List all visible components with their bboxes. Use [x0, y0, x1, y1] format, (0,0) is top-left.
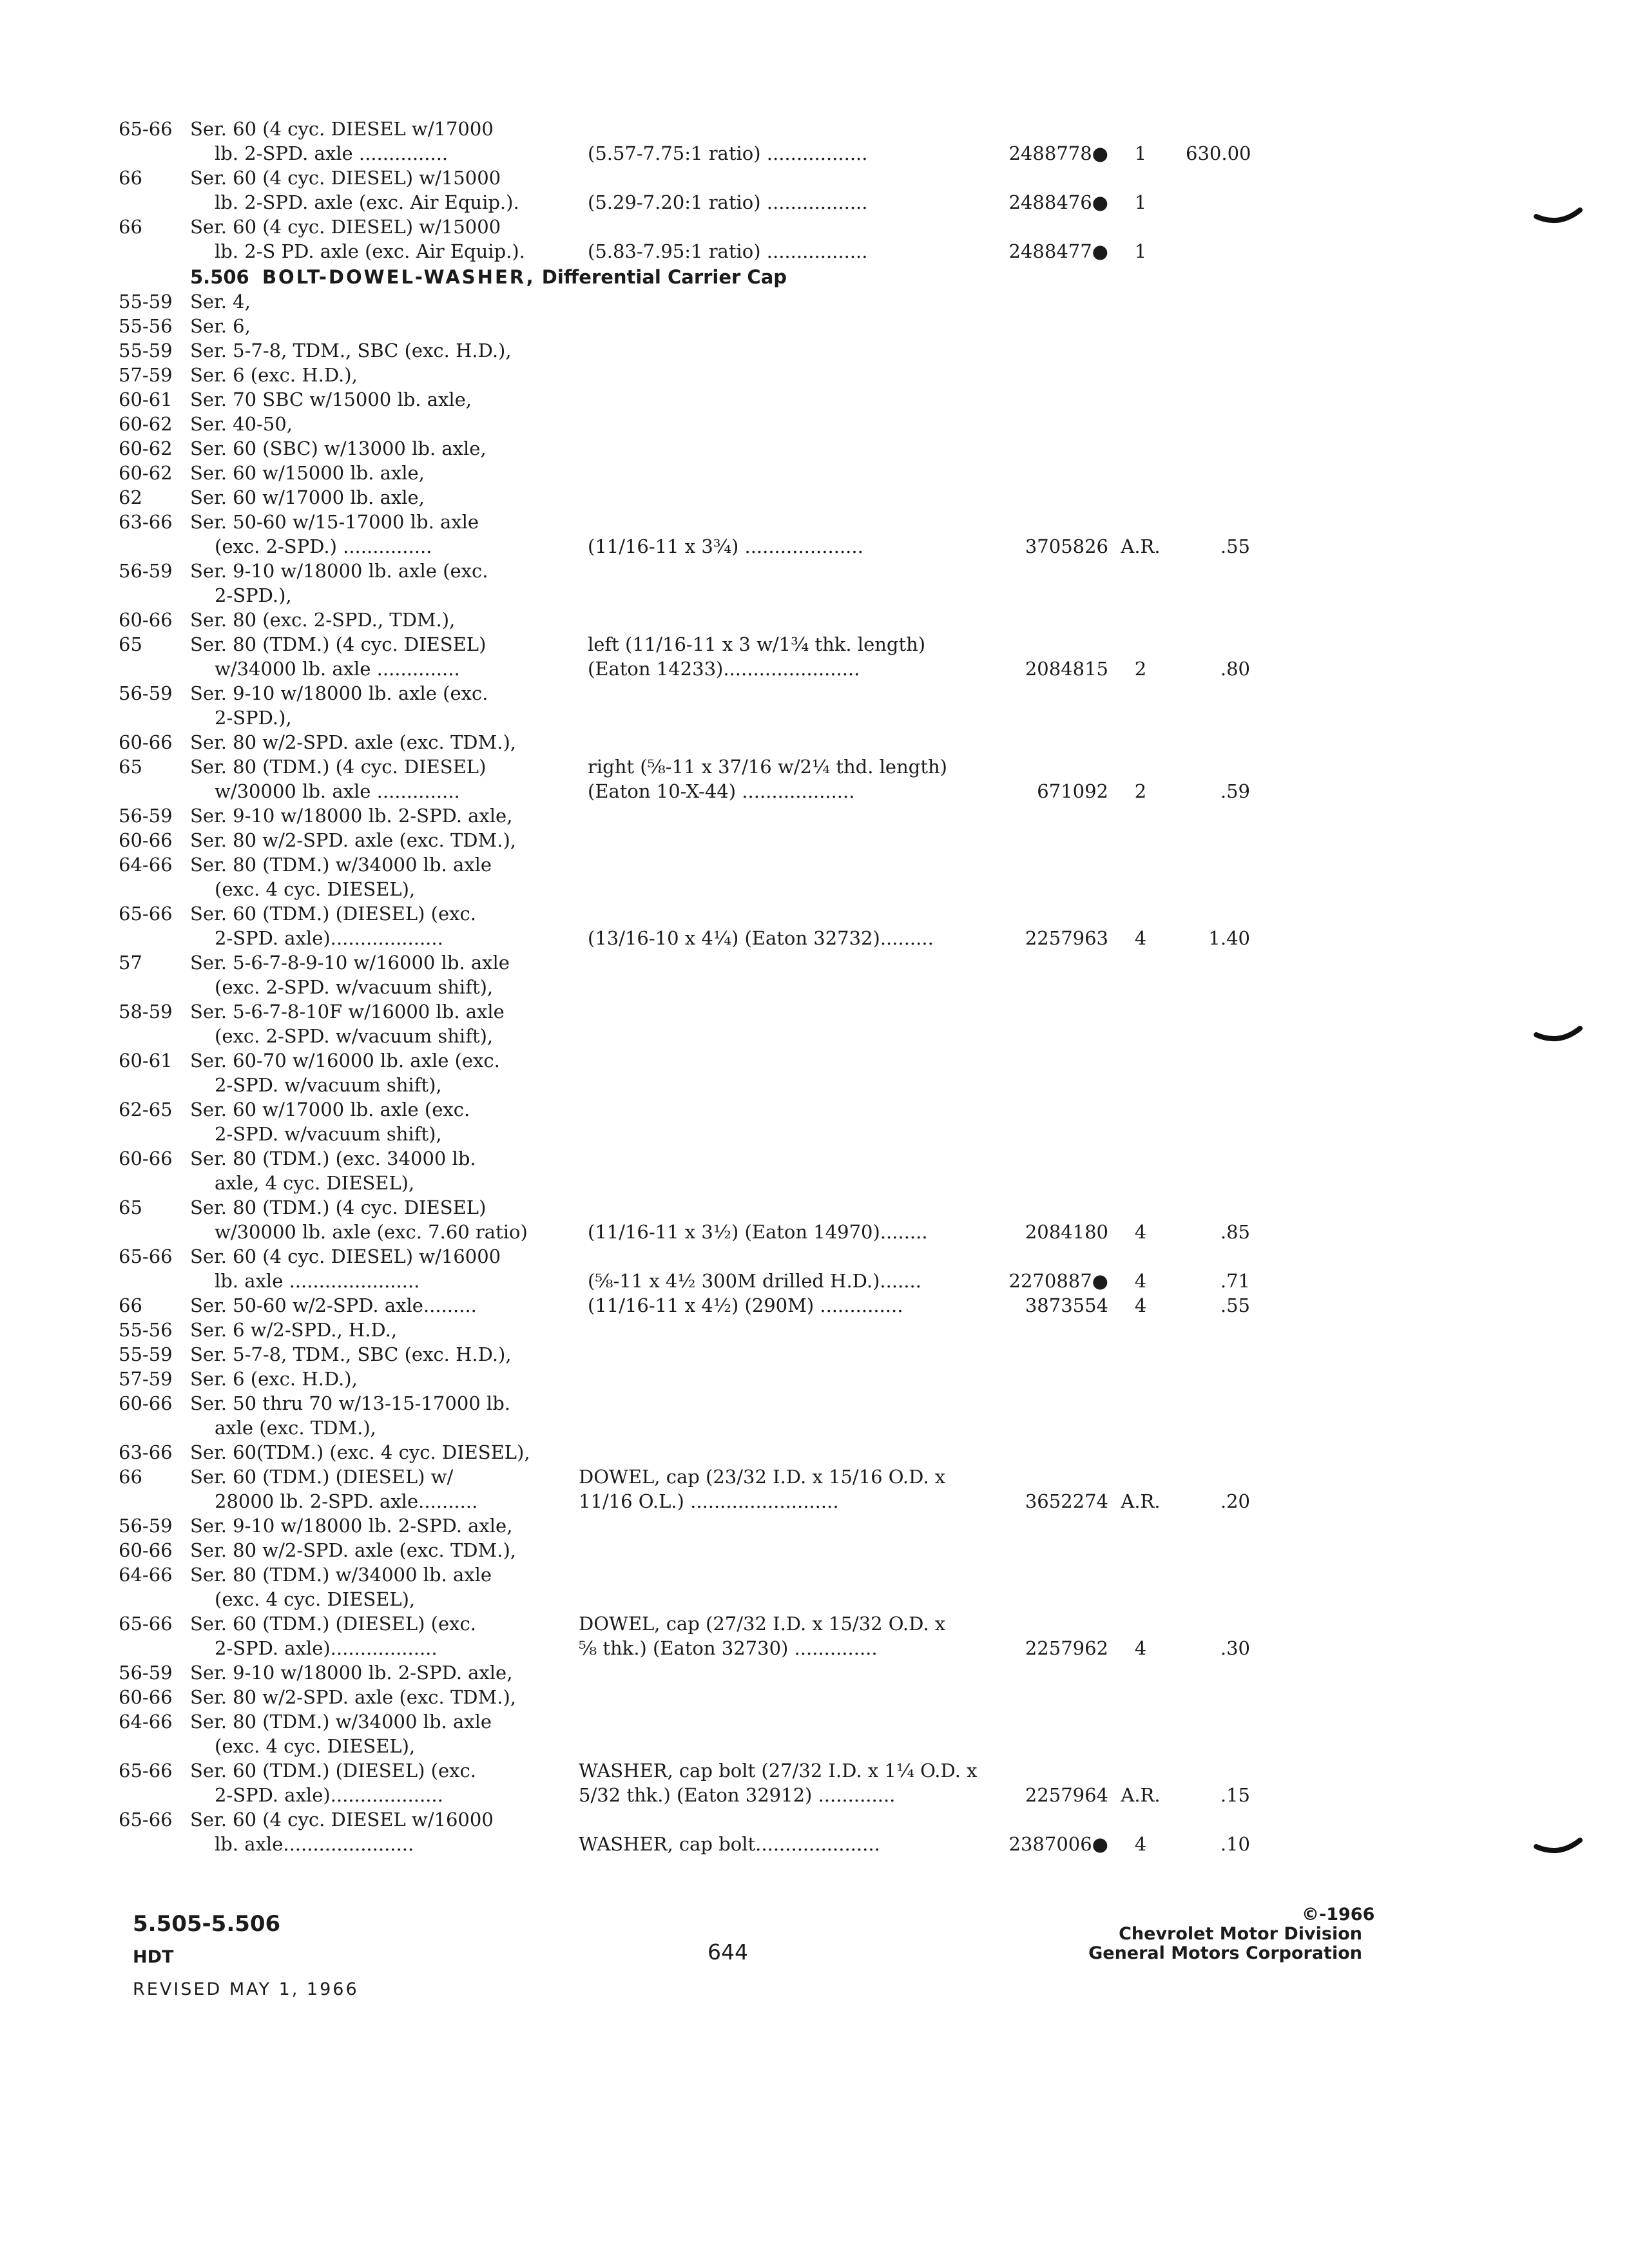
application-cell: Ser. 70 SBC w/15000 lb. axle, [190, 389, 472, 410]
year-cell: 56-59 [119, 1515, 173, 1537]
year-cell: 60-66 [119, 1686, 173, 1708]
description-cell: ⅝ thk.) (Eaton 32730) .............. [579, 1637, 878, 1659]
year-cell: 55-59 [119, 340, 173, 361]
description-cell: (11/16-11 x 3½) (Eaton 14970)........ [588, 1221, 928, 1243]
year-cell: 66 [119, 1294, 142, 1316]
part-number-cell: 671092 [1037, 780, 1108, 802]
application-cell: Ser. 6 w/2-SPD., H.D., [190, 1319, 398, 1341]
part-number-cell: 2488477● [1008, 240, 1108, 262]
description-cell: (11/16-11 x 3¾) .................... [588, 535, 863, 557]
part-number-cell: 2257962 [1025, 1637, 1108, 1659]
footer-copyright: ©-1966 [1302, 1905, 1375, 1925]
quantity-cell: 2 [1134, 780, 1147, 802]
application-continued-cell: (exc. 4 cyc. DIESEL), [215, 1588, 416, 1610]
application-cell: Ser. 80 (TDM.) (4 cyc. DIESEL) [190, 633, 487, 655]
year-cell: 63-66 [119, 511, 173, 533]
application-cell: Ser. 60 (4 cyc. DIESEL) w/15000 [190, 216, 501, 238]
year-cell: 56-59 [119, 682, 173, 704]
application-continued-cell: lb. axle ...................... [215, 1270, 420, 1292]
year-cell: 60-66 [119, 829, 173, 851]
application-continued-cell: 28000 lb. 2-SPD. axle.......... [215, 1490, 478, 1512]
part-number-cell: 3705826 [1025, 535, 1108, 557]
quantity-cell: 1 [1134, 142, 1147, 164]
application-cell: Ser. 80 w/2-SPD. axle (exc. TDM.), [190, 1539, 516, 1561]
application-continued-cell: (exc. 2-SPD. w/vacuum shift), [215, 976, 494, 998]
page-number: 644 [708, 1939, 748, 1965]
application-continued-cell: lb. 2-SPD. axle ............... [215, 142, 448, 164]
description-cell: (11/16-11 x 4½) (290M) .............. [588, 1294, 903, 1316]
binder-mark-bottom [1534, 1835, 1585, 1861]
year-cell: 55-59 [119, 291, 173, 312]
quantity-cell: 4 [1134, 1294, 1147, 1316]
year-cell: 60-66 [119, 1392, 173, 1414]
part-number-cell: 2084815 [1025, 658, 1108, 680]
application-cell: Ser. 60 (4 cyc. DIESEL w/16000 [190, 1809, 494, 1831]
application-cell: Ser. 80 (TDM.) w/34000 lb. axle [190, 854, 492, 876]
quantity-cell: 1 [1134, 240, 1147, 262]
section-heading [190, 265, 787, 289]
part-number-cell: 3652274 [1025, 1490, 1108, 1512]
year-cell: 58-59 [119, 1001, 173, 1023]
price-cell: .55 [1220, 535, 1250, 557]
application-cell: Ser. 4, [190, 291, 251, 312]
price-cell: 630.00 [1186, 142, 1251, 164]
application-continued-cell: lb. 2-S PD. axle (exc. Air Equip.). [215, 240, 525, 262]
application-cell: Ser. 80 w/2-SPD. axle (exc. TDM.), [190, 1686, 516, 1708]
year-cell: 65-66 [119, 118, 173, 140]
application-cell: Ser. 60 (TDM.) (DIESEL) (exc. [190, 1760, 476, 1782]
section-number: 5.506 [190, 266, 249, 288]
application-cell: Ser. 80 (TDM.) (4 cyc. DIESEL) [190, 1196, 487, 1218]
application-continued-cell: 2-SPD. axle)................... [215, 927, 443, 949]
year-cell: 63-66 [119, 1441, 173, 1463]
year-cell: 60-66 [119, 1539, 173, 1561]
application-cell: Ser. 60 (4 cyc. DIESEL) w/15000 [190, 167, 501, 189]
part-number-cell: 2488778● [1008, 142, 1108, 164]
application-cell: Ser. 60(TDM.) (exc. 4 cyc. DIESEL), [190, 1441, 530, 1463]
application-continued-cell: w/34000 lb. axle .............. [215, 658, 460, 680]
description-cell: (Eaton 14233)....................... [588, 658, 860, 680]
application-continued-cell: (exc. 2-SPD.) ............... [215, 535, 432, 557]
application-continued-cell: 2-SPD. w/vacuum shift), [215, 1074, 442, 1096]
year-cell: 56-59 [119, 560, 173, 582]
year-cell: 65 [119, 1196, 142, 1218]
application-cell: Ser. 60 w/15000 lb. axle, [190, 462, 425, 484]
description-cell: 5/32 thk.) (Eaton 32912) ............. [579, 1784, 896, 1806]
part-number-cell: 2257963 [1025, 927, 1108, 949]
year-cell: 56-59 [119, 805, 173, 827]
part-number-cell: 2257964 [1025, 1784, 1108, 1806]
year-cell: 65 [119, 633, 142, 655]
year-cell: 55-56 [119, 315, 173, 337]
year-cell: 64-66 [119, 1711, 173, 1733]
year-cell: 65-66 [119, 1809, 173, 1831]
application-cell: Ser. 80 (TDM.) (4 cyc. DIESEL) [190, 756, 487, 778]
application-cell: Ser. 6 (exc. H.D.), [190, 364, 358, 386]
year-cell: 60-62 [119, 437, 173, 459]
description-cell: 11/16 O.L.) ......................... [579, 1490, 839, 1512]
quantity-cell: A.R. [1121, 1784, 1161, 1806]
application-continued-cell: w/30000 lb. axle .............. [215, 780, 460, 802]
part-number-cell: 2270887● [1008, 1270, 1108, 1292]
year-cell: 66 [119, 1466, 142, 1488]
price-cell: .55 [1220, 1294, 1250, 1316]
quantity-cell: A.R. [1121, 1490, 1161, 1512]
application-continued-cell: (exc. 4 cyc. DIESEL), [215, 878, 416, 900]
description-cell: DOWEL, cap (23/32 I.D. x 15/16 O.D. x [579, 1466, 946, 1488]
year-cell: 65-66 [119, 1760, 173, 1782]
quantity-cell: 4 [1134, 927, 1147, 949]
application-continued-cell: lb. axle...................... [215, 1833, 414, 1855]
description-cell: right (⅝-11 x 37/16 w/2¼ thd. length) [588, 756, 947, 778]
price-cell: .59 [1220, 780, 1250, 802]
application-cell: Ser. 50 thru 70 w/13-15-17000 lb. [190, 1392, 510, 1414]
description-cell: (⅝-11 x 4½ 300M drilled H.D.)....... [588, 1270, 921, 1292]
application-cell: Ser. 9-10 w/18000 lb. 2-SPD. axle, [190, 1515, 513, 1537]
quantity-cell: 4 [1134, 1637, 1147, 1659]
year-cell: 66 [119, 167, 142, 189]
quantity-cell: 4 [1134, 1833, 1147, 1855]
price-cell: .20 [1220, 1490, 1250, 1512]
application-cell: Ser. 5-6-7-8-9-10 w/16000 lb. axle [190, 952, 510, 974]
part-number-cell: 2084180 [1025, 1221, 1108, 1243]
year-cell: 60-62 [119, 413, 173, 435]
application-cell: Ser. 6 (exc. H.D.), [190, 1368, 358, 1390]
application-continued-cell: 2-SPD. axle)................... [215, 1784, 443, 1806]
price-cell: .10 [1220, 1833, 1250, 1855]
quantity-cell: 1 [1134, 191, 1147, 213]
description-cell: (5.83-7.95:1 ratio) ................. [588, 240, 868, 262]
application-cell: Ser. 80 (TDM.) w/34000 lb. axle [190, 1711, 492, 1733]
application-continued-cell: lb. 2-SPD. axle (exc. Air Equip.). [215, 191, 519, 213]
binder-mark-top [1534, 205, 1585, 231]
application-continued-cell: 2-SPD. axle).................. [215, 1637, 438, 1659]
year-cell: 62-65 [119, 1099, 173, 1120]
year-cell: 60-62 [119, 462, 173, 484]
application-continued-cell: 2-SPD.), [215, 584, 292, 606]
quantity-cell: 4 [1134, 1270, 1147, 1292]
part-number-cell: 2387006● [1008, 1833, 1108, 1855]
description-cell: WASHER, cap bolt (27/32 I.D. x 1¼ O.D. x [579, 1760, 978, 1782]
year-cell: 57 [119, 952, 142, 974]
application-cell: Ser. 80 w/2-SPD. axle (exc. TDM.), [190, 731, 516, 753]
year-cell: 60-66 [119, 731, 173, 753]
footer-code: HDT [133, 1947, 174, 1967]
price-cell: .15 [1220, 1784, 1250, 1806]
year-cell: 64-66 [119, 1564, 173, 1586]
part-number-cell: 2488476● [1008, 191, 1108, 213]
price-cell: .85 [1220, 1221, 1250, 1243]
quantity-cell: 4 [1134, 1221, 1147, 1243]
application-cell: Ser. 80 (TDM.) (exc. 34000 lb. [190, 1148, 476, 1169]
year-cell: 57-59 [119, 364, 173, 386]
application-cell: Ser. 40-50, [190, 413, 293, 435]
year-cell: 55-56 [119, 1319, 173, 1341]
footer-division: Chevrolet Motor Division [1119, 1924, 1362, 1944]
quantity-cell: 2 [1134, 658, 1147, 680]
application-continued-cell: w/30000 lb. axle (exc. 7.60 ratio) [215, 1221, 528, 1243]
footer-corporation: General Motors Corporation [1088, 1943, 1362, 1963]
application-cell: Ser. 6, [190, 315, 251, 337]
year-cell: 55-59 [119, 1343, 173, 1365]
application-cell: Ser. 80 (TDM.) w/34000 lb. axle [190, 1564, 492, 1586]
application-cell: Ser. 9-10 w/18000 lb. axle (exc. [190, 560, 488, 582]
footer-section-range: 5.505-5.506 [133, 1911, 281, 1937]
application-cell: Ser. 60 (SBC) w/13000 lb. axle, [190, 437, 487, 459]
application-continued-cell: axle, 4 cyc. DIESEL), [215, 1172, 415, 1194]
section-subtitle: Differential Carrier Cap [541, 266, 787, 288]
section-title: BOLT-DOWEL-WASHER, [262, 266, 535, 288]
application-cell: Ser. 60-70 w/16000 lb. axle (exc. [190, 1050, 500, 1072]
quantity-cell: A.R. [1121, 535, 1161, 557]
description-cell: (5.57-7.75:1 ratio) ................. [588, 142, 868, 164]
application-cell: Ser. 80 w/2-SPD. axle (exc. TDM.), [190, 829, 516, 851]
application-cell: Ser. 60 (TDM.) (DIESEL) (exc. [190, 903, 476, 925]
year-cell: 62 [119, 486, 142, 508]
application-cell: Ser. 9-10 w/18000 lb. 2-SPD. axle, [190, 1662, 513, 1684]
application-cell: Ser. 60 (4 cyc. DIESEL) w/16000 [190, 1245, 501, 1267]
year-cell: 57-59 [119, 1368, 173, 1390]
footer-revised: REVISED MAY 1, 1966 [133, 1979, 359, 1999]
application-cell: Ser. 5-6-7-8-10F w/16000 lb. axle [190, 1001, 505, 1023]
application-cell: Ser. 5-7-8, TDM., SBC (exc. H.D.), [190, 340, 512, 361]
year-cell: 60-61 [119, 389, 173, 410]
description-cell: (Eaton 10-X-44) ................... [588, 780, 855, 802]
year-cell: 60-61 [119, 1050, 173, 1072]
application-cell: Ser. 9-10 w/18000 lb. axle (exc. [190, 682, 488, 704]
application-continued-cell: (exc. 4 cyc. DIESEL), [215, 1735, 416, 1757]
application-cell: Ser. 60 w/17000 lb. axle, [190, 486, 425, 508]
application-continued-cell: 2-SPD.), [215, 707, 292, 729]
price-cell: .71 [1220, 1270, 1250, 1292]
application-cell: Ser. 9-10 w/18000 lb. 2-SPD. axle, [190, 805, 513, 827]
application-continued-cell: (exc. 2-SPD. w/vacuum shift), [215, 1025, 494, 1047]
price-cell: 1.40 [1208, 927, 1250, 949]
description-cell: DOWEL, cap (27/32 I.D. x 15/32 O.D. x [579, 1613, 946, 1635]
price-cell: .80 [1220, 658, 1250, 680]
year-cell: 60-66 [119, 1148, 173, 1169]
year-cell: 64-66 [119, 854, 173, 876]
year-cell: 56-59 [119, 1662, 173, 1684]
application-cell: Ser. 5-7-8, TDM., SBC (exc. H.D.), [190, 1343, 512, 1365]
year-cell: 66 [119, 216, 142, 238]
application-cell: Ser. 60 (TDM.) (DIESEL) (exc. [190, 1613, 476, 1635]
application-continued-cell: 2-SPD. w/vacuum shift), [215, 1123, 442, 1145]
year-cell: 65-66 [119, 1245, 173, 1267]
description-cell: (13/16-10 x 4¼) (Eaton 32732)......... [588, 927, 934, 949]
price-cell: .30 [1220, 1637, 1250, 1659]
year-cell: 60-66 [119, 609, 173, 631]
application-cell: Ser. 60 w/17000 lb. axle (exc. [190, 1099, 470, 1120]
year-cell: 65-66 [119, 1613, 173, 1635]
application-cell: Ser. 60 (4 cyc. DIESEL w/17000 [190, 118, 494, 140]
application-cell: Ser. 50-60 w/15-17000 lb. axle [190, 511, 479, 533]
part-number-cell: 3873554 [1025, 1294, 1108, 1316]
application-cell: Ser. 80 (exc. 2-SPD., TDM.), [190, 609, 456, 631]
application-cell: Ser. 50-60 w/2-SPD. axle......... [190, 1294, 477, 1316]
application-cell: Ser. 60 (TDM.) (DIESEL) w/ [190, 1466, 454, 1488]
year-cell: 65-66 [119, 903, 173, 925]
description-cell: WASHER, cap bolt..................... [579, 1833, 880, 1855]
year-cell: 65 [119, 756, 142, 778]
description-cell: (5.29-7.20:1 ratio) ................. [588, 191, 868, 213]
binder-mark-middle [1534, 1023, 1585, 1049]
application-continued-cell: axle (exc. TDM.), [215, 1417, 376, 1439]
description-cell: left (11/16-11 x 3 w/1¾ thk. length) [588, 633, 926, 655]
